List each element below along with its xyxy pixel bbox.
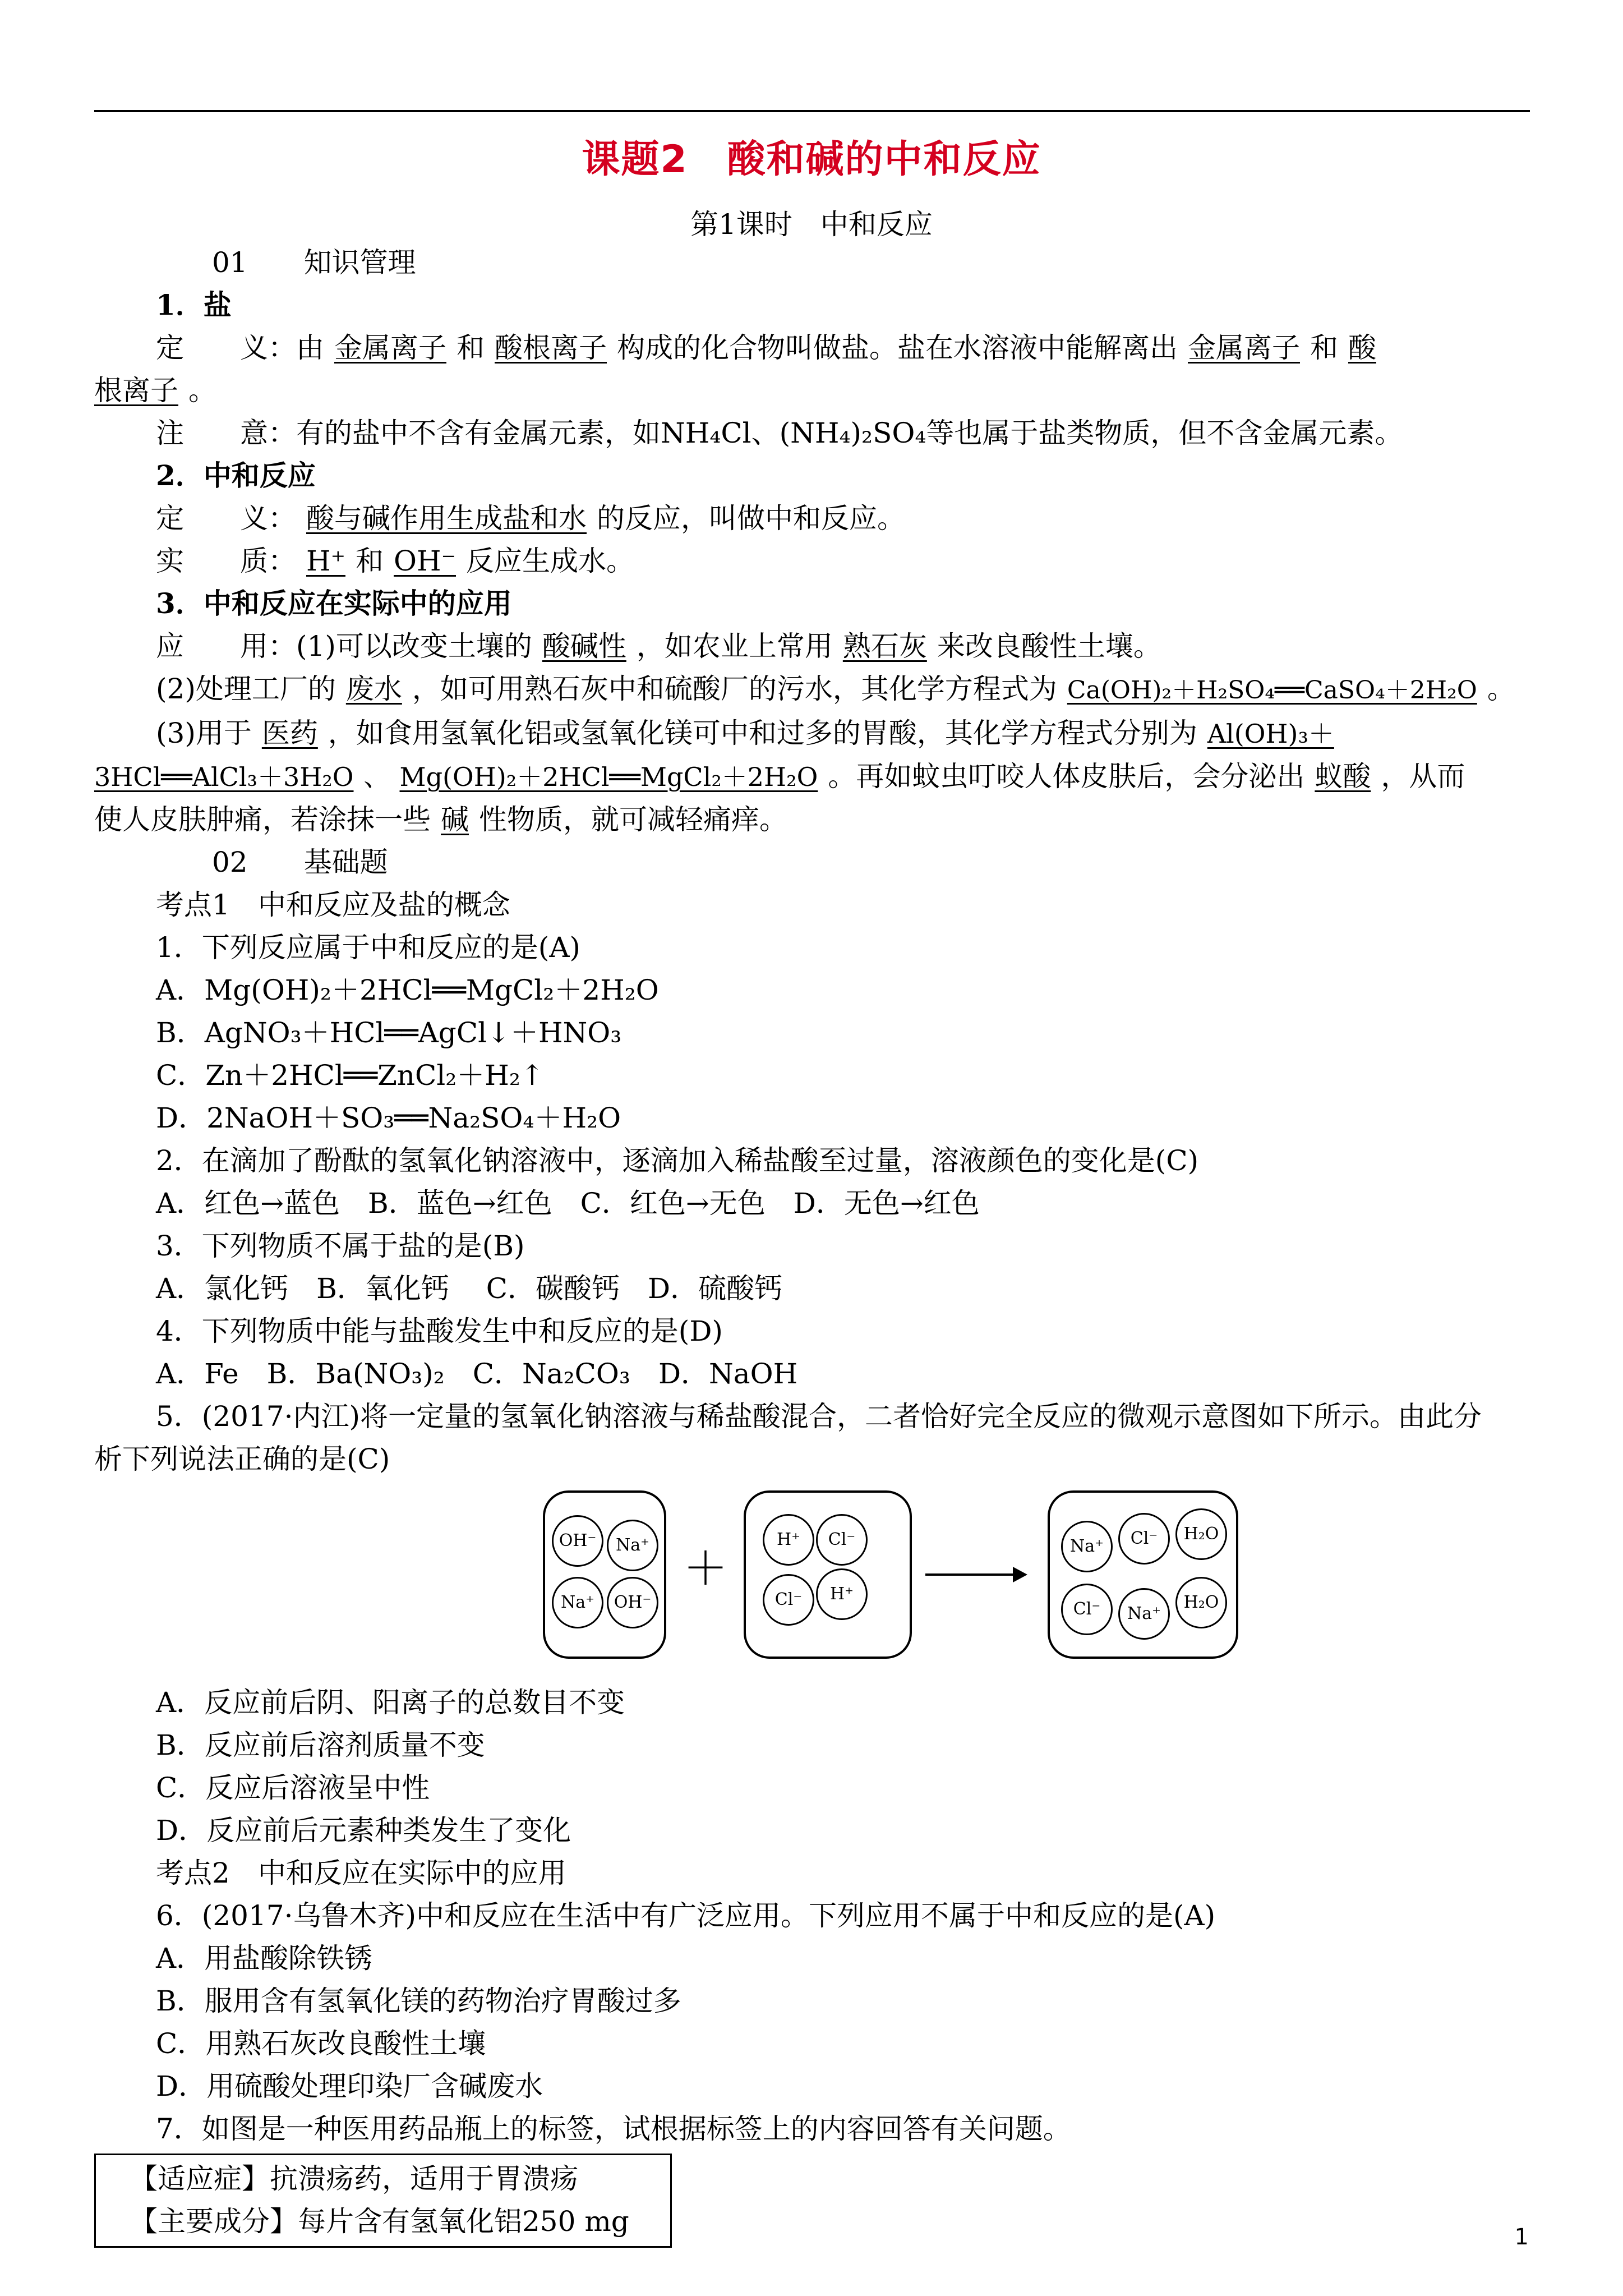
ion-circle: Na⁺ [607,1520,658,1571]
salt-note: 注 意：有的盐中不含有金属元素，如NH₄Cl、(NH₄)₂SO₄等也属于盐类物质，但不含金属元素。 [156,417,1403,449]
app3-text: ，从而 [1381,760,1465,793]
question-3-stem: 3．下列物质不属于盐的是(B) [156,1230,525,1262]
answer-blank: Ca(OH)₂＋H₂SO₄══CaSO₄＋2H₂O [1067,676,1477,705]
app3-text: 。再如蚊虫叮咬人体皮肤后，会分泌出 [828,760,1305,793]
q1-option-d: D．2NaOH＋SO₃══Na₂SO₄＋H₂O [156,1102,621,1134]
essence-prefix: 实 质： [156,545,296,577]
answer-blank: 碱 [441,803,469,836]
answer-blank: Mg(OH)₂＋2HCl══MgCl₂＋2H₂O [399,762,818,792]
salt-definition-line1 [94,326,1530,369]
q5-option-a: A．反应前后阴、阳离子的总数目不变 [156,1686,625,1719]
q3-options: A．氯化钙 B．氧化钙 C．碳酸钙 D．硫酸钙 [156,1272,783,1305]
neut-def-prefix: 定 义： [156,502,296,535]
reactant-box-hcl [744,1490,912,1659]
answer-blank: 金属离子 [334,332,446,364]
neutralization-definition [94,497,1530,540]
application-1 [94,625,1530,668]
ion-circle: Cl⁻ [816,1514,868,1566]
question-5-stem-line2: 析下列说法正确的是(C) [94,1443,390,1475]
q6-option-b: B．服用含有氢氧化镁的药物治疗胃酸过多 [156,1985,681,2017]
neutralization-heading: 2．中和反应 [156,459,316,492]
question-2-stem: 2．在滴加了酚酞的氢氧化钠溶液中，逐滴加入稀盐酸至过量，溶液颜色的变化是(C) [156,1144,1199,1177]
application-heading: 3．中和反应在实际中的应用 [156,587,512,620]
topic-2-heading: 考点2 中和反应在实际中的应用 [156,1857,566,1889]
answer-blank: 酸根离子 [495,332,607,364]
q6-option-a: A．用盐酸除铁锈 [156,1942,373,1975]
salt-def-text: 和 [457,332,485,364]
answer-blank: 根离子 [94,374,178,407]
q6-option-d: D．用硫酸处理印染厂含碱废水 [156,2070,543,2102]
q5-option-c: C．反应后溶液呈中性 [156,1772,430,1804]
app2-prefix: (2)处理工厂的 [156,673,336,705]
app1-end: 来改良酸性土壤。 [937,630,1161,662]
answer-blank: 废水 [345,673,402,705]
medicine-label-box [94,2154,672,2248]
salt-def-text: 和 [1310,332,1338,364]
q4-options: A．Fe B．Ba(NO₃)₂ C．Na₂CO₃ D．NaOH [156,1358,798,1390]
ion-circle: H⁺ [816,1568,868,1620]
application-3-line3 [94,798,1530,841]
answer-blank: 酸碱性 [542,630,626,662]
q1-option-b: B．AgNO₃＋HCl══AgCl↓＋HNO₃ [156,1016,622,1049]
q1-option-c: C．Zn＋2HCl══ZnCl₂＋H₂↑ [156,1059,544,1092]
app3-text: 使人皮肤肿痛，若涂抹一些 [94,803,431,836]
ion-circle: H⁺ [763,1514,814,1566]
page-number: 1 [1514,2224,1529,2250]
ion-circle: Cl⁻ [1118,1513,1170,1565]
question-1-stem: 1．下列反应属于中和反应的是(A) [156,931,580,964]
answer-blank: 酸与碱作用生成盐和水 [306,502,587,535]
salt-definition-line2 [94,369,1530,412]
ion-circle: Cl⁻ [1061,1584,1113,1635]
ion-circle: OH⁻ [607,1577,658,1628]
app1-prefix: 应 用：(1)可以改变土壤的 [156,630,532,662]
answer-blank: 金属离子 [1188,332,1300,364]
essence-end: 反应生成水。 [466,545,634,577]
q6-option-c: C．用熟石灰改良酸性土壤 [156,2027,486,2060]
ion-circle: Na⁺ [1118,1588,1170,1640]
ion-circle: OH⁻ [552,1515,603,1567]
lesson-subtitle: 第1课时 中和反应 [690,208,933,241]
application-2 [94,668,1530,712]
answer-blank: 酸 [1348,332,1376,364]
section-label-basic: 02 基础题 [212,846,388,878]
app1-text: ，如农业上常用 [636,630,833,662]
app2-end: 。 [1487,673,1515,705]
lesson-title: 课题2 酸和碱的中和反应 [582,137,1041,182]
ion-circle: Na⁺ [1061,1521,1113,1572]
question-4-stem: 4．下列物质中能与盐酸发生中和反应的是(D) [156,1315,723,1347]
question-7-stem: 7．如图是一种医用药品瓶上的标签，试根据标签上的内容回答有关问题。 [156,2113,1071,2145]
app2-text: ，如可用熟石灰中和硫酸厂的污水，其化学方程式为 [412,673,1057,705]
document-body [94,241,1530,2248]
answer-blank: 医药 [261,717,318,749]
answer-blank: Al(OH)₃＋ [1207,719,1334,749]
ion-circle: H₂O [1175,1577,1227,1628]
top-rule [94,110,1530,112]
ion-circle: H₂O [1175,1508,1227,1560]
label-ingredient: 【主要成分】每片含有氢氧化铝250 mg [130,2205,629,2238]
neut-def-end: 的反应，叫做中和反应。 [597,502,905,535]
app3-text: ，如食用氢氧化铝或氢氧化镁可中和过多的胃酸，其化学方程式分别为 [328,717,1197,749]
salt-def-text: 构成的化合物叫做盐。盐在水溶液中能解离出 [617,332,1178,364]
application-3-line1 [94,712,1530,755]
section-label-knowledge: 01 知识管理 [212,246,416,279]
ion-circle: Na⁺ [552,1577,603,1628]
salt-heading: 1．盐 [156,288,232,321]
answer-blank: 蚁酸 [1315,760,1371,793]
q5-option-d: D．反应前后元素种类发生了变化 [156,1814,571,1847]
answer-blank: OH⁻ [394,545,456,577]
answer-blank: 3HCl══AlCl₃＋3H₂O [94,762,354,792]
neutralization-essence [94,540,1530,582]
question-5-stem-line1: 5．(2017·内江)将一定量的氢氧化钠溶液与稀盐酸混合，二者恰好完全反应的微观示意图如下所示。由此分 [156,1400,1482,1433]
reaction-arrow-icon [925,1573,1025,1576]
reactant-box-naoh [543,1490,666,1659]
salt-def-prefix: 定 义：由 [156,332,324,364]
q5-option-b: B．反应前后溶剂质量不变 [156,1729,485,1761]
app3-end: 性物质，就可减轻痛痒。 [479,803,787,836]
ion-circle: Cl⁻ [763,1574,814,1626]
label-indication: 【适应症】抗溃疡药，适用于胃溃疡 [130,2162,578,2195]
essence-text: 和 [356,545,384,577]
salt-def-end: 。 [188,374,216,407]
q2-options: A．红色→蓝色 B．蓝色→红色 C．红色→无色 D．无色→红色 [156,1187,980,1220]
answer-blank: H⁺ [306,545,345,577]
q1-option-a: A．Mg(OH)₂＋2HCl══MgCl₂＋2H₂O [156,974,659,1006]
app3-prefix: (3)用于 [156,717,252,749]
reaction-micro-diagram [94,1490,1530,1676]
answer-blank: 熟石灰 [842,630,927,662]
application-3-line2 [94,755,1530,798]
app3-sep: 、 [363,762,390,792]
plus-sign: ＋ [683,1543,728,1595]
question-6-stem: 6．(2017·乌鲁木齐)中和反应在生活中有广泛应用。下列应用不属于中和反应的是(A) [156,1899,1216,1932]
topic-1-heading: 考点1 中和反应及盐的概念 [156,889,510,921]
product-box [1048,1490,1238,1659]
